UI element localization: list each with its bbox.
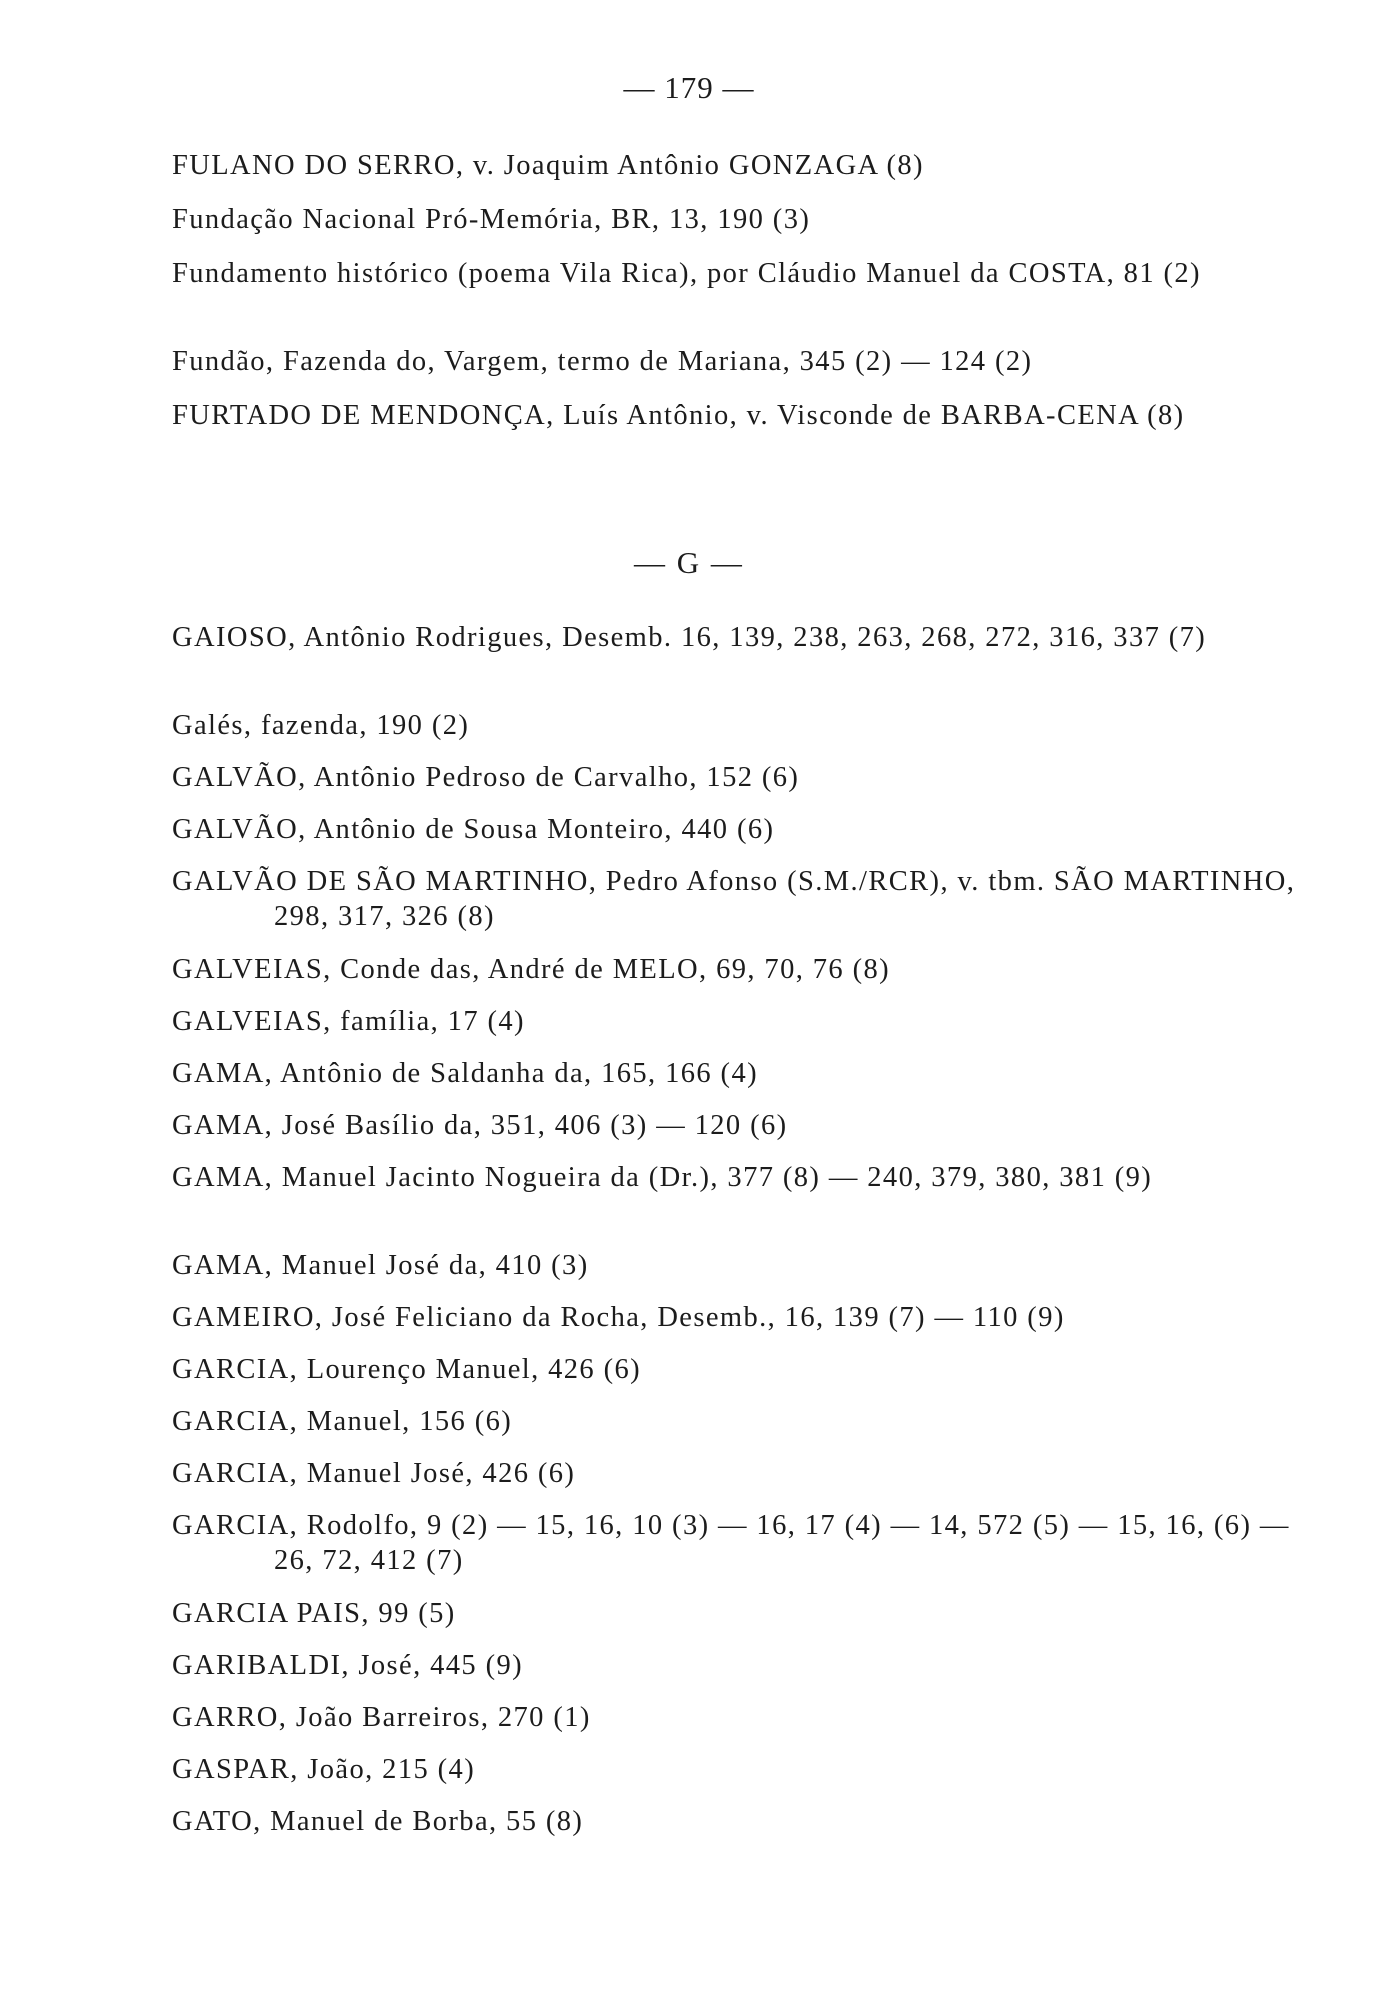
index-entry: GAMA, José Basílio da, 351, 406 (3) — 120 (6)	[172, 1110, 788, 1141]
index-entry: Fundão, Fazenda do, Vargem, termo de Mariana, 345 (2) — 124 (2)	[172, 346, 1033, 377]
index-entry: GAIOSO, Antônio Rodrigues, Desemb. 16, 139, 238, 263, 268, 272, 316, 337 (7)	[172, 622, 1207, 653]
index-entry: Galés, fazenda, 190 (2)	[172, 710, 470, 741]
index-entry: GALVEIAS, família, 17 (4)	[172, 1006, 525, 1037]
index-entry: GAMEIRO, José Feliciano da Rocha, Desemb., 16, 139 (7) — 110 (9)	[172, 1302, 1065, 1333]
index-entry: GALVEIAS, Conde das, André de MELO, 69, 70, 76 (8)	[172, 954, 891, 985]
index-entry: GAMA, Manuel Jacinto Nogueira da (Dr.), 377 (8) — 240, 379, 380, 381 (9)	[172, 1162, 1153, 1193]
index-entry: GALVÃO, Antônio de Sousa Monteiro, 440 (6)	[172, 814, 775, 845]
index-entry: GARCIA, Manuel, 156 (6)	[172, 1406, 513, 1437]
index-entry: Fundamento histórico (poema Vila Rica), por Cláudio Manuel da COSTA, 81 (2)	[172, 258, 1201, 289]
index-entry: GALVÃO, Antônio Pedroso de Carvalho, 152 (6)	[172, 762, 800, 793]
index-entry: Fundação Nacional Pró-Memória, BR, 13, 190 (3)	[172, 204, 811, 235]
index-entry: FULANO DO SERRO, v. Joaquim Antônio GONZAGA (8)	[172, 150, 924, 181]
index-entry: GALVÃO DE SÃO MARTINHO, Pedro Afonso (S.M./RCR), v. tbm. SÃO MARTINHO, 298, 317, 326 (8)	[172, 866, 1296, 932]
index-entry: GAMA, Manuel José da, 410 (3)	[172, 1250, 589, 1281]
index-entry: GARIBALDI, José, 445 (9)	[172, 1650, 524, 1681]
index-entry: GARRO, João Barreiros, 270 (1)	[172, 1702, 591, 1733]
index-entry: GARCIA, Manuel José, 426 (6)	[172, 1458, 576, 1489]
index-entry: GAMA, Antônio de Saldanha da, 165, 166 (4)	[172, 1058, 758, 1089]
index-entry: GASPAR, João, 215 (4)	[172, 1754, 476, 1785]
index-entry: GARCIA, Lourenço Manuel, 426 (6)	[172, 1354, 642, 1385]
index-entry: GARCIA PAIS, 99 (5)	[172, 1598, 456, 1629]
index-entry: GATO, Manuel de Borba, 55 (8)	[172, 1806, 584, 1837]
index-entry: GARCIA, Rodolfo, 9 (2) — 15, 16, 10 (3) — 16, 17 (4) — 14, 572 (5) — 15, 16, (6) — 26, 72, 412 (7)	[172, 1510, 1290, 1576]
page-number: — 179 —	[623, 70, 755, 105]
section-letter: — G —	[634, 545, 744, 580]
index-entry: FURTADO DE MENDONÇA, Luís Antônio, v. Visconde de BARBA-CENA (8)	[172, 400, 1185, 431]
